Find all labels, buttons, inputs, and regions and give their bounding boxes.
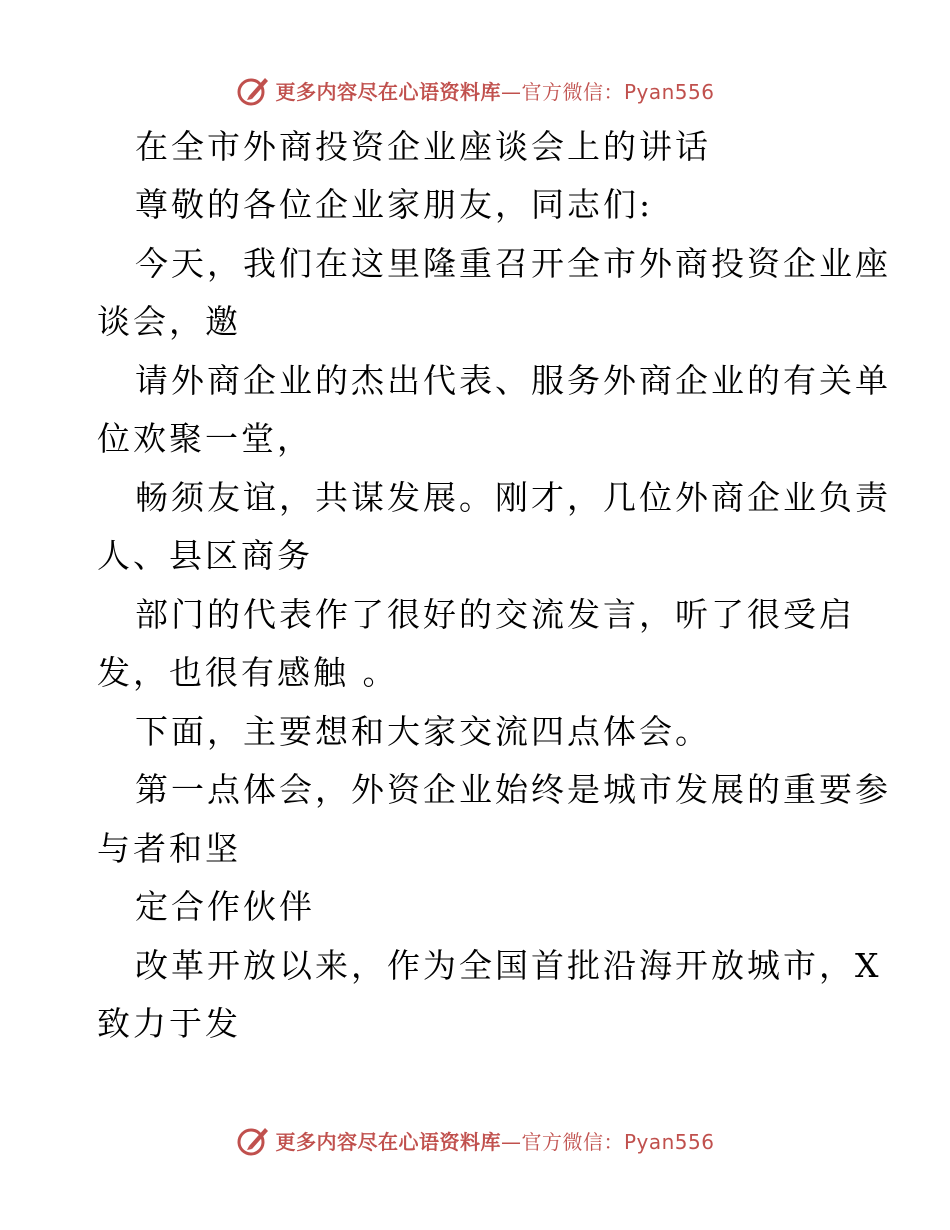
header-banner-tail: —官方微信：Pyan556 [500, 79, 715, 104]
text-line: 畅须友谊，共谋发展。刚才，几位外商企业负责 [135, 478, 891, 517]
footer-banner-tail: —官方微信：Pyan556 [500, 1129, 715, 1154]
text-line: 发，也很有感触 。 [97, 653, 399, 692]
text-line: 人、县区商务 [97, 536, 313, 575]
text-line: 位欢聚一堂， [97, 419, 313, 458]
text-line: 部门的代表作了很好的交流发言，听了很受启 [135, 595, 855, 634]
text-line: 今天，我们在这里隆重召开全市外商投资企业座 [135, 244, 891, 283]
header-banner-main: 更多内容尽在心语资料库 [275, 79, 501, 104]
text-line: 谈会，邀 [97, 302, 241, 341]
footer-banner-main: 更多内容尽在心语资料库 [275, 1129, 501, 1154]
text-line: 改革开放以来，作为全国首批沿海开放城市，X [135, 946, 882, 985]
text-line: 尊敬的各位企业家朋友，同志们: [135, 185, 654, 224]
text-line: 下面，主要想和大家交流四点体会。 [135, 712, 711, 751]
document-title: 在全市外商投资企业座谈会上的讲话 [135, 127, 711, 166]
quill-logo-icon [235, 1122, 271, 1158]
text-line: 定合作伙伴 [135, 887, 315, 926]
footer-banner [0, 1120, 950, 1160]
text-line: 第一点体会，外资企业始终是城市发展的重要参 [135, 770, 891, 809]
text-line: 致力于发 [97, 1004, 241, 1043]
text-line: 请外商企业的杰出代表、服务外商企业的有关单 [135, 361, 891, 400]
text-line: 与者和坚 [97, 829, 241, 868]
